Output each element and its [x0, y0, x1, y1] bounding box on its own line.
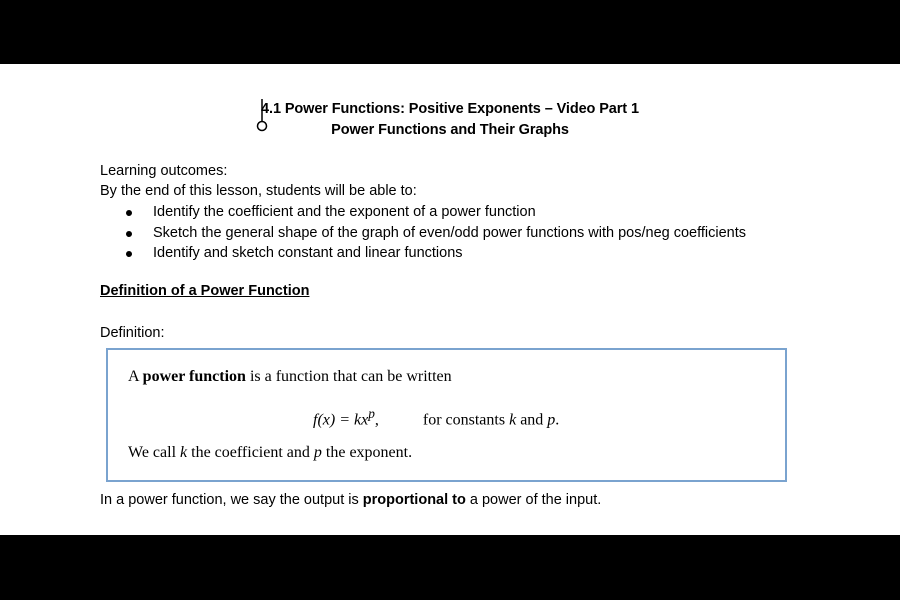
definition-text: the exponent. [321, 444, 413, 461]
letterbox-top [0, 0, 900, 64]
statement-emphasis: proportional to [362, 492, 466, 508]
letterbox-bottom [0, 535, 900, 600]
document-title: 4.1 Power Functions: Positive Exponents – Video Part 1 [261, 101, 639, 117]
document-subtitle: Power Functions and Their Graphs [331, 122, 569, 138]
definition-explanation [128, 444, 412, 462]
outcome-text: Identify and sketch constant and linear functions [153, 245, 463, 261]
outcomes-label: Learning outcomes: [100, 163, 228, 179]
formula-text: and [516, 411, 548, 429]
outcome-text: Identify the coefficient and the exponent of a power function [153, 204, 536, 220]
definition-text: A [128, 368, 143, 385]
formula-exponent: p [368, 406, 375, 421]
list-item [100, 243, 746, 264]
definition-text: We call [128, 444, 181, 461]
definition-formula [313, 406, 559, 429]
statement-text: In a power function, we say the output is [100, 492, 363, 508]
outcome-text: Sketch the general shape of the graph of even/odd power functions with pos/neg coefficients [153, 224, 747, 241]
outcomes-intro: By the end of this lesson, students will be able to: [100, 183, 417, 199]
section-heading: Definition of a Power Function [100, 283, 310, 299]
definition-box [106, 348, 787, 482]
coefficient-symbol: k [180, 444, 188, 461]
bullet-icon [126, 210, 132, 216]
formula-expression: f(x) = kx [313, 411, 369, 429]
formula-text: . [555, 411, 560, 429]
statement-text: a power of the input. [465, 492, 602, 508]
list-item [100, 202, 746, 223]
definition-term: power function [142, 368, 246, 385]
bullet-icon [126, 231, 132, 237]
list-item [100, 223, 746, 244]
bullet-icon [126, 251, 132, 257]
outcomes-list [100, 202, 746, 264]
formula-p: p [547, 411, 556, 429]
definition-text: the coefficient and [187, 444, 314, 461]
definition-text: is a function that can be written [245, 368, 452, 385]
formula-text: for constants [422, 411, 510, 429]
proportional-statement [100, 490, 601, 510]
document-page [0, 64, 900, 535]
formula-k: k [509, 411, 517, 429]
definition-statement [128, 368, 452, 386]
formula-comma: , [374, 411, 379, 429]
exponent-symbol: p [313, 444, 322, 461]
definition-label: Definition: [100, 325, 165, 341]
